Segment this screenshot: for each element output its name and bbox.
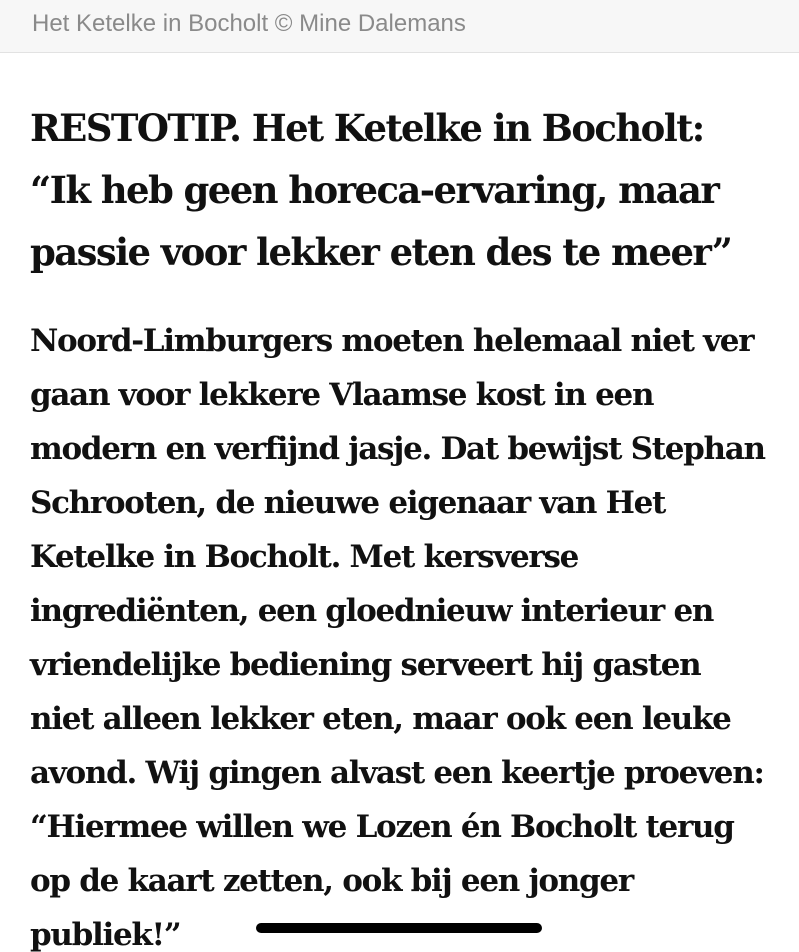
photo-caption: Het Ketelke in Bocholt © Mine Dalemans — [32, 10, 466, 37]
intro-line: “Hiermee willen we Lozen én Bocholt terug — [30, 809, 734, 845]
article-intro — [30, 314, 780, 952]
headline-line: RESTOTIP. Het Ketelke in Bocholt: — [30, 106, 704, 150]
intro-line: op de kaart zetten, ook bij een jonger — [30, 863, 633, 899]
intro-line: vriendelijke bediening serveert hij gasten — [30, 647, 701, 683]
headline-line: “Ik heb geen horeca-ervaring, maar — [30, 168, 719, 212]
intro-line: modern en verfijnd jasje. Dat bewijst Stephan — [30, 431, 765, 467]
intro-line: Schrooten, de nieuwe eigenaar van Het — [30, 485, 666, 521]
intro-line: Noord-Limburgers moeten helemaal niet ver — [30, 323, 754, 359]
intro-line: niet alleen lekker eten, maar ook een leuke — [30, 701, 731, 737]
intro-line: Ketelke in Bocholt. Met kersverse — [30, 539, 579, 575]
intro-line: publiek!” — [30, 917, 181, 952]
home-indicator[interactable] — [256, 923, 542, 933]
intro-line: ingrediënten, een gloednieuw interieur en — [30, 593, 714, 629]
headline-line: passie voor lekker eten des te meer” — [30, 230, 732, 274]
article-headline — [30, 97, 775, 283]
photo-caption-bar — [0, 0, 799, 53]
intro-line: gaan voor lekkere Vlaamse kost in een — [30, 377, 654, 413]
intro-line: avond. Wij gingen alvast een keertje proeven: — [30, 755, 764, 791]
